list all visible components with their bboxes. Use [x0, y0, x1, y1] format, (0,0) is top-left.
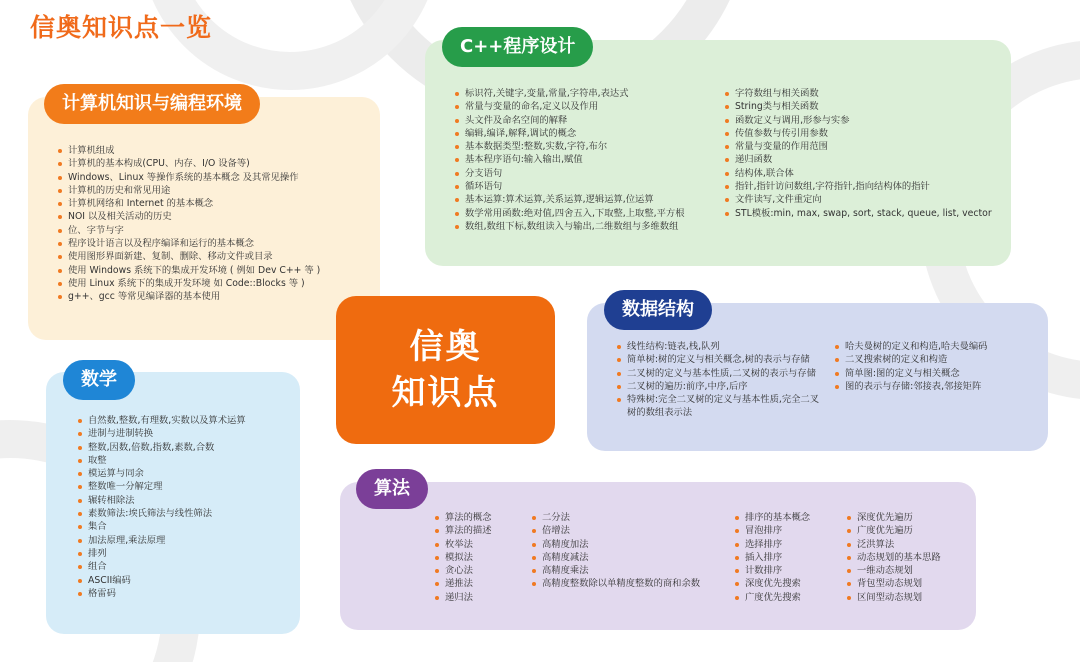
list-item: 编辑,编译,解释,调试的概念	[455, 127, 685, 140]
list-item: 深度优先遍历	[847, 511, 941, 524]
math-title: 数学	[63, 360, 135, 400]
list-item: 取整	[78, 454, 246, 467]
list-item: Windows、Linux 等操作系统的基本概念 及其常见操作	[58, 171, 320, 184]
list-item: 算法的概念	[435, 511, 492, 524]
list-item: 高精度乘法	[532, 564, 700, 577]
center-title-line1: 信奥	[409, 327, 482, 367]
panel-cpp	[425, 40, 1011, 266]
list-item: 枚举法	[435, 538, 492, 551]
list-item: 模拟法	[435, 551, 492, 564]
list-item: 排序的基本概念	[735, 511, 810, 524]
list-item: 指针,指针访问数组,字符指针,指向结构体的指针	[725, 180, 992, 193]
list-item: 二叉搜索树的定义和构造	[835, 353, 987, 366]
list-item: 基本运算:算术运算,关系运算,逻辑运算,位运算	[455, 193, 685, 206]
list-item: 算法的描述	[435, 524, 492, 537]
list-item: 标识符,关键字,变量,常量,字符串,表达式	[455, 87, 685, 100]
cpp-title: C++程序设计	[442, 27, 593, 67]
list-item: 辗转相除法	[78, 494, 246, 507]
list-item: 使用 Windows 系统下的集成开发环境 ( 例如 Dev C++ 等 )	[58, 264, 320, 277]
list-item: 加法原理,乘法原理	[78, 534, 246, 547]
algo-list-col2	[532, 511, 700, 591]
list-item: g++、gcc 等常见编译器的基本使用	[58, 290, 320, 303]
algo-list-col3	[735, 511, 810, 604]
panel-computer	[28, 97, 380, 340]
algo-list-col4	[847, 511, 941, 604]
list-item: 计算机网络和 Internet 的基本概念	[58, 197, 320, 210]
list-item: 格雷码	[78, 587, 246, 600]
list-item: 区间型动态规划	[847, 591, 941, 604]
list-item: 整数,因数,倍数,指数,素数,合数	[78, 441, 246, 454]
list-item: 背包型动态规划	[847, 577, 941, 590]
list-item: 传值参数与传引用参数	[725, 127, 992, 140]
list-item: 倍增法	[532, 524, 700, 537]
list-item: 使用 Linux 系统下的集成开发环境 如 Code::Blocks 等 )	[58, 277, 320, 290]
list-item: 递归函数	[725, 153, 992, 166]
list-item: 简单树:树的定义与相关概念,树的表示与存储	[617, 353, 827, 366]
list-item: 字符数组与相关函数	[725, 87, 992, 100]
list-item: 基本数据类型:整数,实数,字符,布尔	[455, 140, 685, 153]
list-item: 数组,数组下标,数组读入与输出,二维数组与多维数组	[455, 220, 685, 233]
list-item: 递推法	[435, 577, 492, 590]
cpp-list-col2	[725, 87, 992, 220]
list-item: 排列	[78, 547, 246, 560]
list-item: 常量与变量的命名,定义以及作用	[455, 100, 685, 113]
math-list	[78, 414, 246, 600]
list-item: 素数筛法:埃氏筛法与线性筛法	[78, 507, 246, 520]
list-item: 组合	[78, 560, 246, 573]
ds-list-col1	[617, 340, 827, 420]
list-item: ASCII编码	[78, 574, 246, 587]
list-item: 使用图形界面新建、复制、删除、移动文件或目录	[58, 250, 320, 263]
algo-title: 算法	[356, 469, 428, 509]
page-title: 信奥知识点一览	[30, 13, 213, 42]
list-item: 一维动态规划	[847, 564, 941, 577]
list-item: 计算机的基本构成(CPU、内存、I/O 设备等)	[58, 157, 320, 170]
list-item: 自然数,整数,有理数,实数以及算术运算	[78, 414, 246, 427]
list-item: 进制与进制转换	[78, 427, 246, 440]
list-item: 计算机组成	[58, 144, 320, 157]
computer-title: 计算机知识与编程环境	[44, 84, 260, 124]
computer-list	[58, 144, 320, 304]
list-item: 插入排序	[735, 551, 810, 564]
list-item: STL模板:min, max, swap, sort, stack, queue, list, vector	[725, 207, 992, 220]
list-item: 基本程序语句:输入输出,赋值	[455, 153, 685, 166]
list-item: 深度优先搜索	[735, 577, 810, 590]
list-item: 动态规划的基本思路	[847, 551, 941, 564]
list-item: 贪心法	[435, 564, 492, 577]
list-item: 递归法	[435, 591, 492, 604]
list-item: 集合	[78, 520, 246, 533]
list-item: 循环语句	[455, 180, 685, 193]
list-item: 程序设计语言以及程序编译和运行的基本概念	[58, 237, 320, 250]
list-item: 函数定义与调用,形参与实参	[725, 114, 992, 127]
list-item: 头文件及命名空间的解释	[455, 114, 685, 127]
list-item: 结构体,联合体	[725, 167, 992, 180]
list-item: 二叉树的定义与基本性质,二叉树的表示与存储	[617, 367, 827, 380]
panel-math	[46, 372, 300, 634]
center-title	[336, 296, 555, 444]
list-item: 线性结构:链表,栈,队列	[617, 340, 827, 353]
ds-list-col2	[835, 340, 987, 393]
list-item: 简单图:图的定义与相关概念	[835, 367, 987, 380]
list-item: String类与相关函数	[725, 100, 992, 113]
center-title-line2: 知识点	[391, 373, 500, 413]
list-item: 常量与变量的作用范围	[725, 140, 992, 153]
list-item: 哈夫曼树的定义和构造,哈夫曼编码	[835, 340, 987, 353]
list-item: 图的表示与存储:邻接表,邻接矩阵	[835, 380, 987, 393]
list-item: 分支语句	[455, 167, 685, 180]
list-item: 二分法	[532, 511, 700, 524]
panel-algorithm	[340, 482, 976, 630]
list-item: 二叉树的遍历:前序,中序,后序	[617, 380, 827, 393]
cpp-list-col1	[455, 87, 685, 233]
ds-title: 数据结构	[604, 290, 712, 330]
list-item: 选择排序	[735, 538, 810, 551]
algo-list-col1	[435, 511, 492, 604]
list-item: NOI 以及相关活动的历史	[58, 210, 320, 223]
list-item: 广度优先遍历	[847, 524, 941, 537]
list-item: 高精度加法	[532, 538, 700, 551]
list-item: 整数唯一分解定理	[78, 480, 246, 493]
list-item: 计数排序	[735, 564, 810, 577]
list-item: 位、字节与字	[58, 224, 320, 237]
list-item: 高精度减法	[532, 551, 700, 564]
list-item: 文件读写,文件重定向	[725, 193, 992, 206]
list-item: 泛洪算法	[847, 538, 941, 551]
list-item: 高精度整数除以单精度整数的商和余数	[532, 577, 700, 590]
list-item: 特殊树:完全二叉树的定义与基本性质,完全二叉树的数组表示法	[617, 393, 827, 420]
list-item: 冒泡排序	[735, 524, 810, 537]
list-item: 数学常用函数:绝对值,四舍五入,下取整,上取整,平方根	[455, 207, 685, 220]
list-item: 模运算与同余	[78, 467, 246, 480]
list-item: 计算机的历史和常见用途	[58, 184, 320, 197]
list-item: 广度优先搜索	[735, 591, 810, 604]
